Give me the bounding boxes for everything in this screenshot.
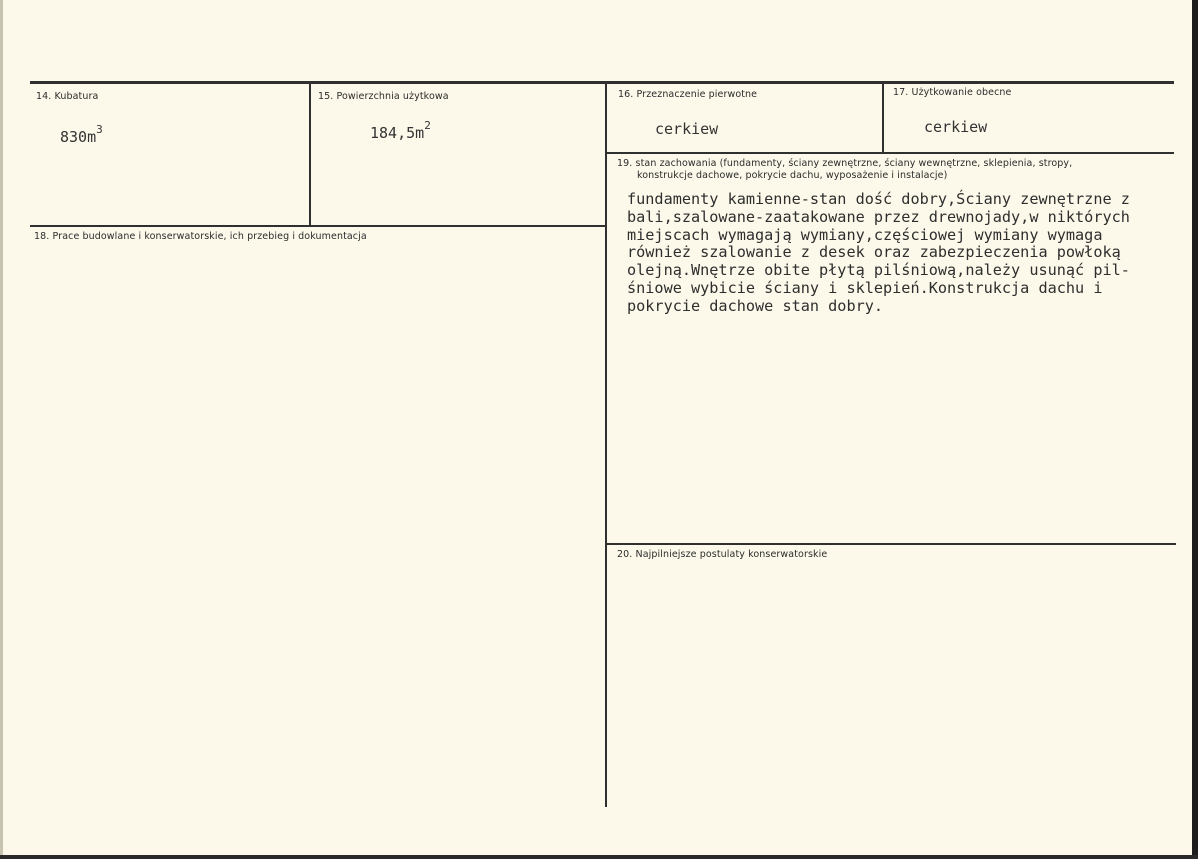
stan-line: pokrycie dachowe stan dobry. xyxy=(627,297,884,315)
kubatura-number: 830m xyxy=(60,128,97,146)
card-left-edge xyxy=(0,0,3,859)
field-16-value: cerkiew xyxy=(655,120,719,138)
stan-line: również szalowanie z desek oraz zabezpieczenia powłoką xyxy=(627,243,1121,261)
stan-line: bali,szalowane-zaatakowane przez drewnojady,w niktórych xyxy=(627,208,1130,226)
divider-14-15 xyxy=(309,84,311,225)
powierzchnia-number: 184,5m xyxy=(370,124,425,142)
field-14-label: 14. Kubatura xyxy=(36,91,99,102)
rule-below-16-17 xyxy=(607,152,1174,154)
field-14-value xyxy=(60,123,103,146)
stan-line: fundamenty kamienne-stan dość dobry,Ściany zewnętrzne z xyxy=(627,190,1130,208)
field-20-label: 20. Najpilniejsze postulaty konserwatorskie xyxy=(617,549,828,560)
field-19-label-line2: konstrukcje dachowe, pokrycie dachu, wyposażenie i instalacje) xyxy=(637,170,948,181)
field-16-label: 16. Przeznaczenie pierwotne xyxy=(618,89,758,100)
field-18-label: 18. Prace budowlane i konserwatorskie, ich przebieg i dokumentacja xyxy=(34,231,367,242)
top-rule xyxy=(30,81,1174,84)
stan-line: śniowe wybicie ściany i sklepień.Konstrukcja dachu i xyxy=(627,279,1103,297)
card-right-edge xyxy=(1192,0,1198,859)
stan-line: olejną.Wnętrze obite płytą pilśniową,należy usunąć pil- xyxy=(627,261,1130,279)
field-15-label: 15. Powierzchnia użytkowa xyxy=(318,91,449,102)
field-19-label-line1: 19. stan zachowania (fundamenty, ściany zewnętrzne, ściany wewnętrzne, sklepienia, stropy, xyxy=(617,158,1073,169)
field-17-value: cerkiew xyxy=(924,118,988,136)
field-17-label: 17. Użytkowanie obecne xyxy=(893,87,1012,98)
powierzchnia-exponent: 2 xyxy=(424,119,431,132)
stan-line: miejscach wymagają wymiany,częściowej wymiany wymaga xyxy=(627,226,1103,244)
rule-above-20 xyxy=(607,543,1176,545)
rule-below-14-15 xyxy=(30,225,606,227)
kubatura-exponent: 3 xyxy=(96,123,103,136)
card-bottom-edge xyxy=(0,855,1198,859)
field-15-value xyxy=(370,119,431,142)
center-divider xyxy=(605,84,607,807)
divider-16-17 xyxy=(882,84,884,152)
